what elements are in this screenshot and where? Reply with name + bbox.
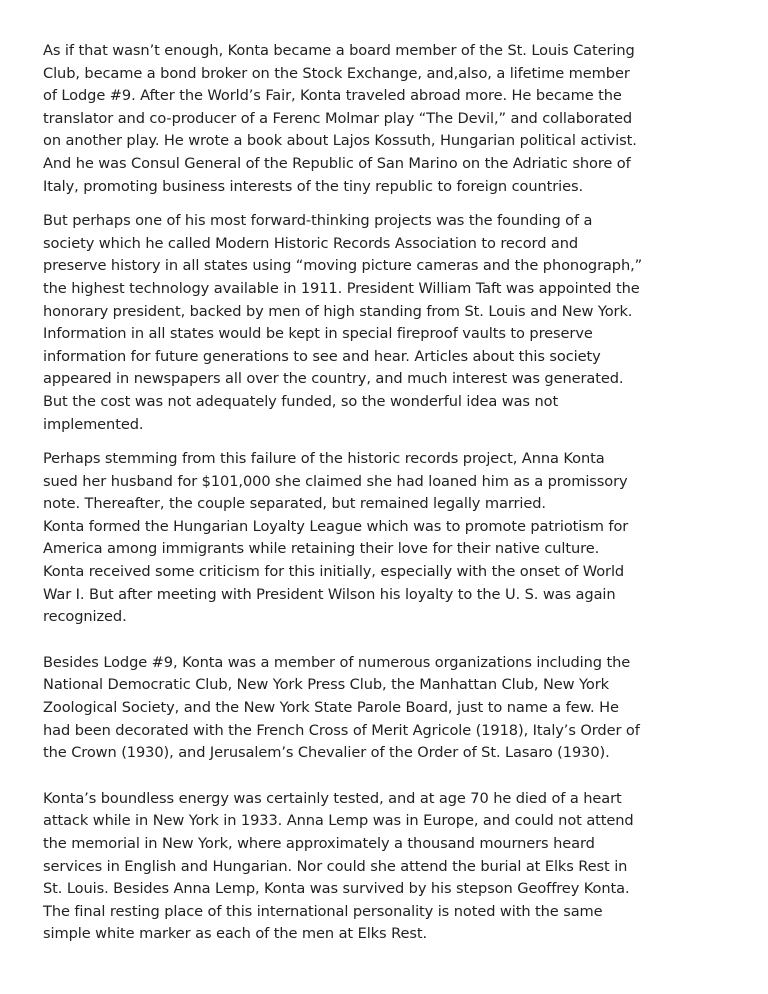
- paragraph-loyalty-league: Konta formed the Hungarian Loyalty League which was to promote patriotism for America among immigrants while retaining their love for their native culture. Konta received some criticism for this initially, especially with the onset of World War I. But after meeting with President Wilson his loyalty to the U. S. was again recognized.: [43, 517, 629, 626]
- paragraph-organizations: Besides Lodge #9, Konta was a member of numerous organizations including the National Democratic Club, New York Press Club, the Manhattan Club, New York Zoological Society, and the New York State Parole Board, just to name a few. He had been decorated with the French Cross of Merit Agricole (1918), Italy’s Order of the Crown (1930), and Jerusalem’s Chevalier of the Order of St. Lasaro (1930).: [43, 653, 640, 762]
- paragraph-konta-activities: As if that wasn’t enough, Konta became a board member of the St. Louis Catering Club, became a bond broker on the Stock Exchange, and,also, a lifetime member of Lodge #9. After the World’s Fair, Konta traveled abroad more. He became the translator and co-producer of a Ferenc Molmar play “The Devil,” and collaborated on another play. He wrote a book about Lajos Kossuth, Hungarian political activist. And he was Consul General of the Republic of San Marino on the Adriatic shore of Italy, promoting business interests of the tiny republic to foreign countries.: [43, 42, 637, 195]
- paragraph-gap: [43, 629, 733, 652]
- paragraph-gap: [43, 436, 733, 448]
- paragraph-gap: [43, 198, 733, 210]
- paragraph-historic-records: But perhaps one of his most forward-thinking projects was the founding of a society which he called Modern Historic Records Association to record and preserve history in all states using “moving picture cameras and the phonograph,” the highest technology available in 1911. President William Taft was appointed the honorary president, backed by men of high standing from St. Louis and New York. Information in all states would be kept in special fireproof vaults to preserve information for future generations to see and hear. Articles about this society appeared in newspapers all over the country, and much interest was generated. But the cost was not adequately funded, so the wonderful idea was not implemented.: [43, 212, 643, 433]
- paragraph-anna-lawsuit: Perhaps stemming from this failure of the historic records project, Anna Konta sued her husband for $101,000 she claimed she had loaned him as a promissory note. Thereafter, the couple separated, but remained legally married.: [43, 450, 628, 513]
- paragraph-death-burial: Konta’s boundless energy was certainly tested, and at age 70 he died of a heart attack while in New York in 1933. Anna Lemp was in Europe, and could not attend the memorial in New York, where approximately a thousand mourners heard services in English and Hungarian. Nor could she attend the burial at Elks Rest in St. Louis. Besides Anna Lemp, Konta was survived by his stepson Geoffrey Konta. The final resting place of this international personality is noted with the same simple white marker as each of the men at Elks Rest.: [43, 789, 634, 943]
- paragraph-gap: [43, 765, 733, 788]
- document-page: [43, 40, 733, 946]
